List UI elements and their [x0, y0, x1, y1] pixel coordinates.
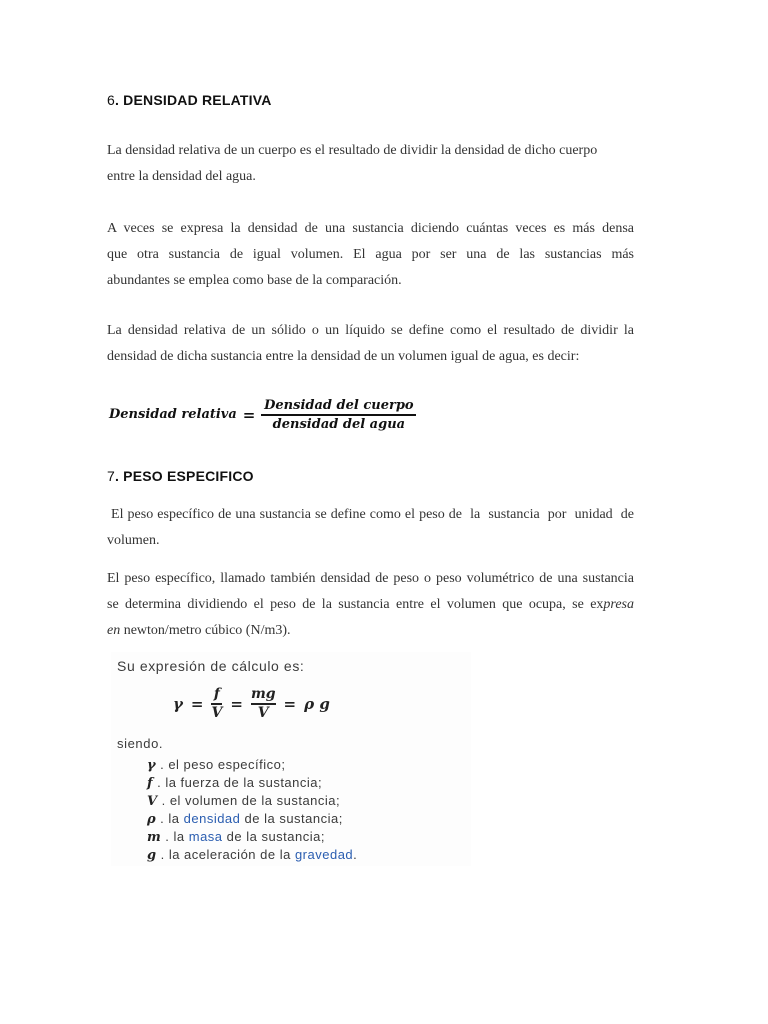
variable-symbol: g: [147, 848, 157, 863]
gravedad-link[interactable]: gravedad: [294, 847, 354, 862]
gamma-symbol: γ: [173, 695, 183, 713]
formula-equals: =: [242, 405, 256, 424]
equals-sign: =: [230, 695, 243, 713]
paragraph-line: A veces se expresa la densidad de una sustancia diciendo cuántas veces es más densa: [107, 221, 634, 236]
item-text: . la aceleración de la: [160, 847, 295, 862]
formula-denominator: densidad del agua: [272, 416, 406, 432]
item-text: . la: [160, 811, 184, 826]
variable-symbol: ρ: [147, 812, 157, 827]
item-text: de la sustancia;: [222, 829, 325, 844]
variable-symbol: m: [147, 830, 162, 845]
variable-symbol: f: [147, 776, 154, 791]
section-7-paragraph-2: [107, 566, 634, 644]
list-item: [147, 792, 357, 810]
item-text: . el peso específico;: [160, 757, 286, 772]
paragraph-line: que otra sustancia de igual volumen. El agua por ser una de las sustancias más: [107, 247, 634, 262]
list-item: [147, 774, 357, 792]
fraction-mg-over-v: [251, 686, 276, 722]
list-item: [147, 846, 357, 864]
variable-symbol: γ: [147, 758, 157, 773]
formula-numerator: Densidad del cuerpo: [264, 398, 414, 413]
fraction-denominator: V: [257, 705, 269, 721]
list-item: [147, 828, 357, 846]
section-6-number: 6: [107, 92, 115, 108]
list-item: [147, 756, 357, 774]
fraction-numerator: mg: [250, 686, 276, 702]
rho-g: ρ g: [304, 695, 330, 713]
variable-list: [147, 756, 357, 864]
paragraph-line: entre la densidad del agua.: [107, 169, 256, 184]
paragraph-line: La densidad relativa de un cuerpo es el resultado de dividir la densidad de dicho cuerpo: [107, 143, 598, 158]
item-text: de la sustancia;: [240, 811, 343, 826]
section-6-title: . DENSIDAD RELATIVA: [115, 92, 272, 108]
formula-lhs: Densidad relativa: [109, 407, 237, 423]
paragraph-line: [107, 592, 634, 618]
paragraph-line: El peso específico, llamado también densidad de peso o peso volumétrico de una sustancia: [107, 571, 634, 586]
paragraph-line: abundantes se emplea como base de la comparación.: [107, 273, 402, 288]
paragraph-line: La densidad relativa de un sólido o un líquido se define como el resultado de dividir la: [107, 323, 634, 338]
line-text: newton/metro cúbico (N/m3).: [120, 623, 291, 638]
section-7-title: . PESO ESPECIFICO: [115, 468, 254, 484]
fraction-numerator: f: [213, 686, 220, 702]
fraction-denominator: V: [211, 705, 223, 721]
item-text: .: [353, 847, 358, 862]
relative-density-formula: [109, 397, 416, 433]
equals-sign: =: [190, 695, 204, 713]
image-title: Su expresión de cálculo es:: [117, 658, 305, 674]
line-text: se determina dividiendo el peso de la sustancia entre el volumen que ocupa, se ex: [107, 597, 604, 612]
specific-weight-image: [111, 652, 471, 866]
section-7-number: 7: [107, 468, 115, 484]
item-text: . la fuerza de la sustancia;: [157, 775, 323, 790]
masa-link[interactable]: masa: [188, 829, 223, 844]
section-6-paragraph-2: [107, 216, 634, 294]
densidad-link[interactable]: densidad: [183, 811, 241, 826]
variable-symbol: V: [147, 794, 158, 809]
paragraph-line: El peso específico de una sustancia se define como el peso de la sustancia por unidad de: [107, 507, 634, 522]
item-text: . el volumen de la sustancia;: [161, 793, 341, 808]
italic-text: presa: [603, 597, 634, 612]
siendo-label: siendo.: [117, 736, 164, 751]
equals-sign: =: [283, 695, 297, 713]
italic-text: en: [107, 623, 121, 638]
paragraph-line: densidad de dicha sustancia entre la densidad de un volumen igual de agua, es decir:: [107, 349, 580, 364]
fraction-f-over-v: [211, 686, 222, 722]
section-7-paragraph-1: [107, 502, 634, 554]
section-7-heading: [107, 468, 254, 484]
section-6-paragraph-3: [107, 318, 634, 370]
item-text: . la: [165, 829, 189, 844]
paragraph-line: [107, 618, 634, 644]
section-6-heading: [107, 92, 272, 108]
specific-weight-formula: [173, 686, 330, 722]
list-item: [147, 810, 357, 828]
formula-fraction: [261, 397, 416, 433]
paragraph-line: volumen.: [107, 533, 160, 548]
section-6-paragraph-1: [107, 138, 634, 190]
